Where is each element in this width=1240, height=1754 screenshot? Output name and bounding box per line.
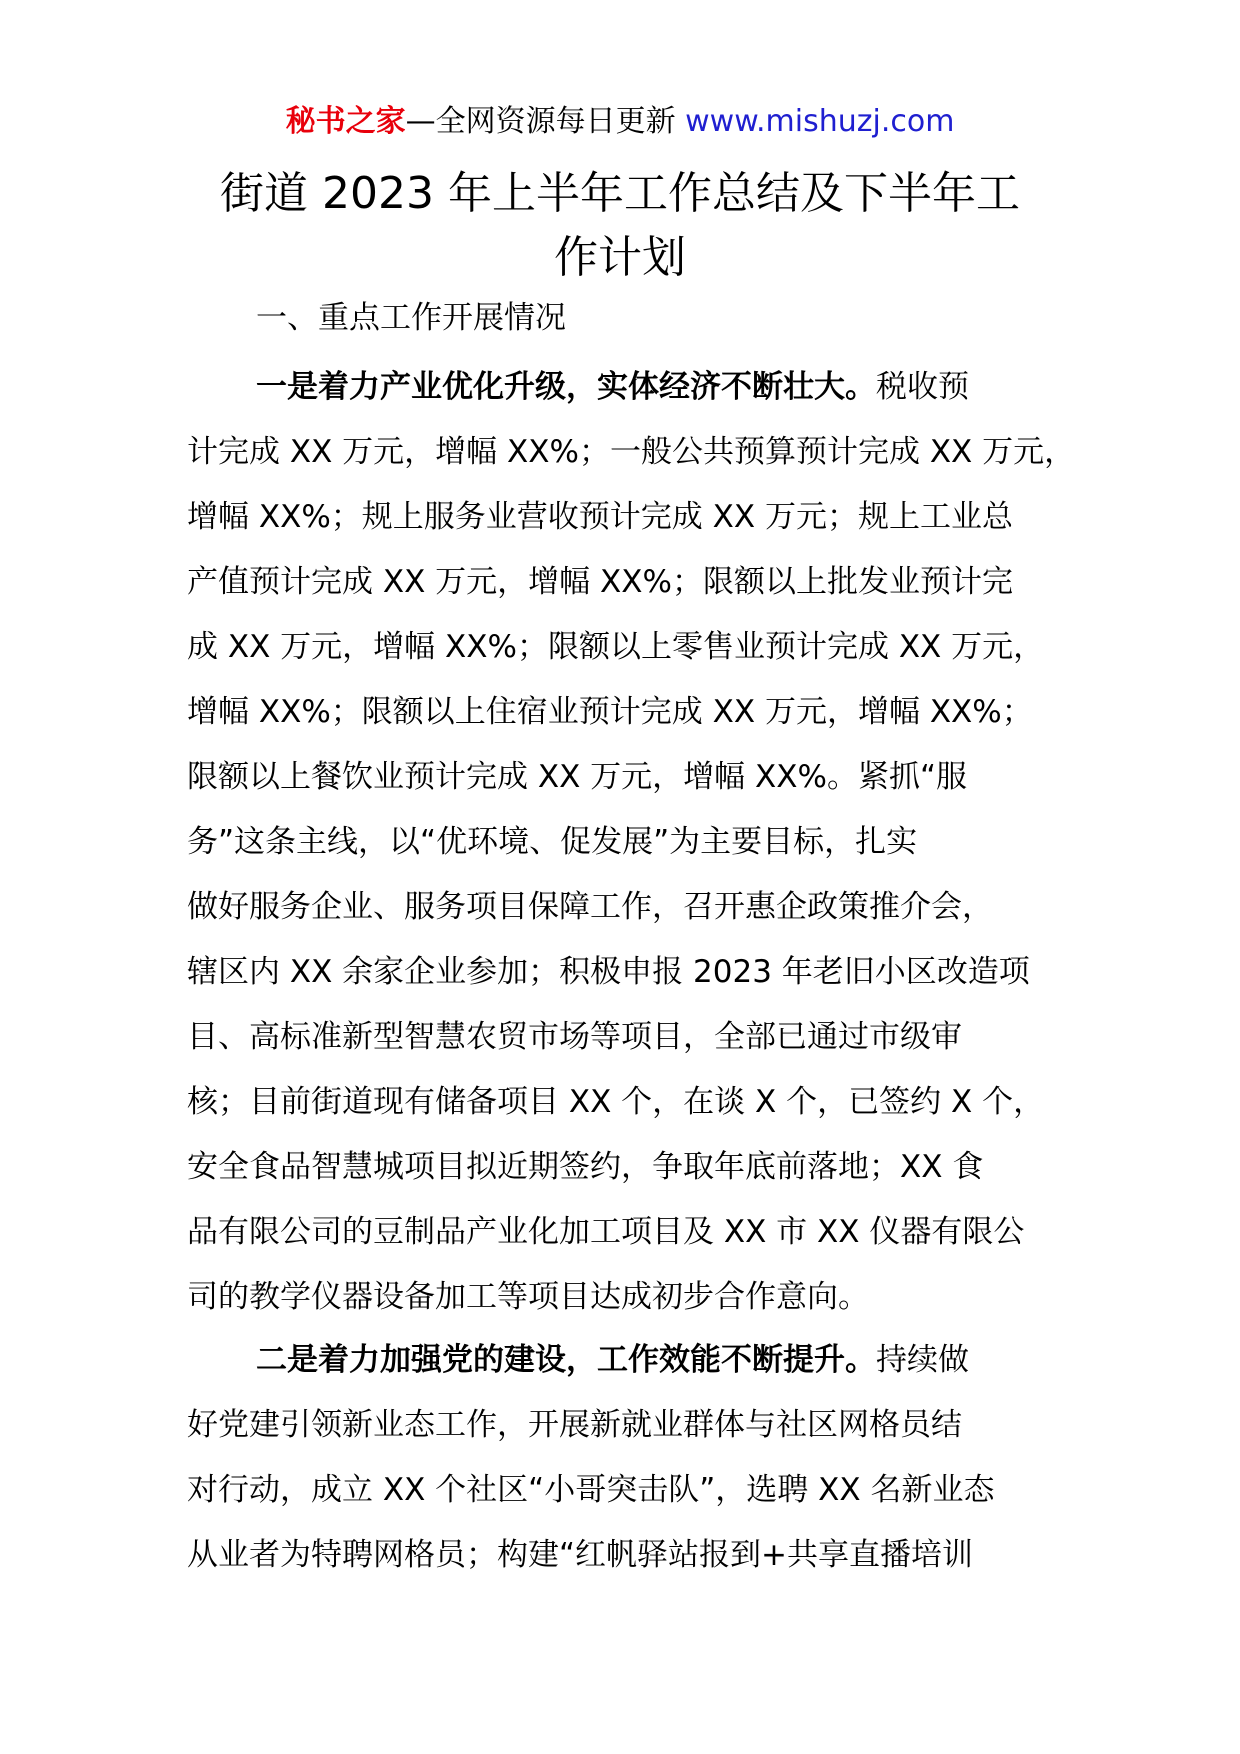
paragraph-line bbox=[187, 1328, 1087, 1393]
paragraph-text: 持续做 bbox=[876, 1342, 969, 1378]
paragraph-line bbox=[187, 355, 1087, 420]
paragraph-line: 做好服务企业、服务项目保障工作，召开惠企政策推介会， bbox=[187, 889, 993, 925]
paragraph-line: 计完成 XX 万元，增幅 XX%；一般公共预算预计完成 XX 万元， bbox=[187, 434, 1076, 470]
site-name: 秘书之家 bbox=[285, 104, 406, 139]
site-tagline: —全网资源每日更新 bbox=[405, 104, 686, 139]
paragraph-line: 安全食品智慧城项目拟近期签约，争取年底前落地；XX 食 bbox=[187, 1149, 984, 1185]
paragraph-line: 司的教学仪器设备加工等项目达成初步合作意向。 bbox=[187, 1279, 869, 1315]
title-line-2: 作计划 bbox=[554, 232, 686, 283]
paragraph-line: 增幅 XX%；规上服务业营收预计完成 XX 万元；规上工业总 bbox=[187, 499, 1013, 535]
paragraph-party-building bbox=[187, 1328, 1087, 1588]
paragraph-line: 产值预计完成 XX 万元，增幅 XX%；限额以上批发业预计完 bbox=[187, 564, 1013, 600]
paragraph-lead: 一是着力产业优化升级，实体经济不断壮大。 bbox=[256, 369, 876, 405]
paragraph-line: 辖区内 XX 余家企业参加；积极申报 2023 年老旧小区改造项 bbox=[187, 954, 1030, 990]
paragraph-line: 从业者为特聘网格员；构建“红帆驿站报到+共享直播培训 bbox=[187, 1537, 974, 1573]
paragraph-line: 目、高标准新型智慧农贸市场等项目，全部已通过市级审 bbox=[187, 1019, 962, 1055]
paragraph-line: 对行动，成立 XX 个社区“小哥突击队”，选聘 XX 名新业态 bbox=[187, 1472, 995, 1508]
paragraph-line: 限额以上餐饮业预计完成 XX 万元，增幅 XX%。紧抓“服 bbox=[187, 759, 968, 795]
title-line-1: 街道 2023 年上半年工作总结及下半年工 bbox=[220, 168, 1020, 219]
paragraph-line: 品有限公司的豆制品产业化加工项目及 XX 市 XX 仪器有限公 bbox=[187, 1214, 1025, 1250]
paragraph-line: 增幅 XX%；限额以上住宿业预计完成 XX 万元，增幅 XX%； bbox=[187, 694, 1033, 730]
paragraph-text: 税收预 bbox=[876, 369, 969, 405]
section-heading: 一、重点工作开展情况 bbox=[256, 300, 566, 336]
document-title bbox=[150, 162, 1090, 290]
paragraph-lead: 二是着力加强党的建设，工作效能不断提升。 bbox=[256, 1342, 876, 1378]
paragraph-industry bbox=[187, 355, 1087, 1330]
paragraph-line: 好党建引领新业态工作，开展新就业群体与社区网格员结 bbox=[187, 1407, 962, 1443]
paragraph-line: 核；目前街道现有储备项目 XX 个，在谈 X 个，已签约 X 个， bbox=[187, 1084, 1045, 1120]
paragraph-line: 务”这条主线，以“优环境、促发展”为主要目标，扎实 bbox=[187, 824, 918, 860]
paragraph-line: 成 XX 万元，增幅 XX%；限额以上零售业预计完成 XX 万元， bbox=[187, 629, 1045, 665]
site-url-link[interactable]: www.mishuzj.com bbox=[685, 104, 955, 139]
site-banner bbox=[0, 100, 1240, 144]
